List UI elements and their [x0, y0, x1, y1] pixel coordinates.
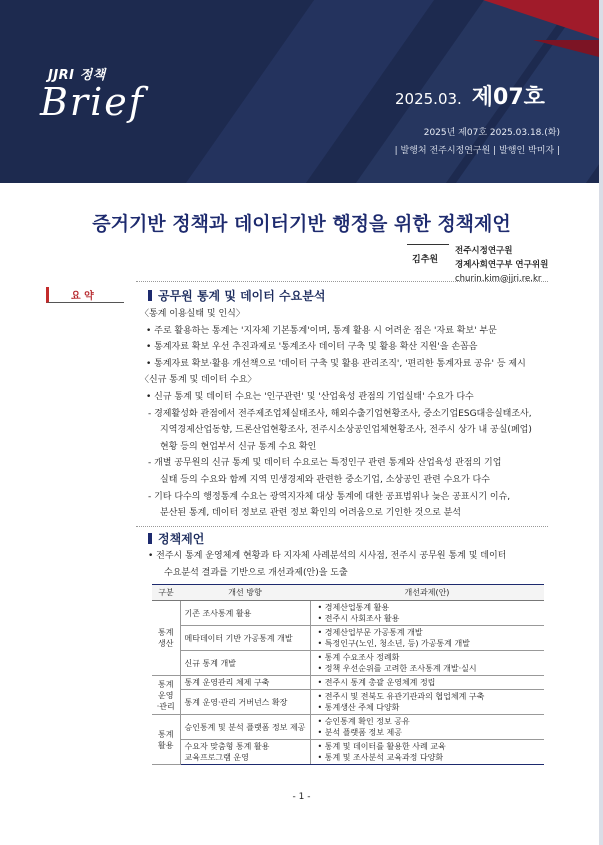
task-item: • 전주시 통계 총괄 운영체계 정립 — [317, 678, 436, 687]
task-cell — [310, 690, 544, 715]
page-number: - 1 - — [292, 792, 311, 802]
table-row — [152, 740, 544, 765]
subheading-usage: 〈통계 이용실태 및 인식〉 — [140, 309, 245, 319]
table-row — [152, 626, 544, 651]
dash-item-continued: 현황 등의 현업부서 신규 통계 수요 확인 — [160, 441, 317, 452]
category-cell: 통계 운영 ·관리 — [152, 676, 180, 715]
table-header: 개선과제(안) — [310, 585, 544, 601]
dash-item: - 기타 다수의 행정통계 수요는 광역지자체 대상 통계에 대한 공표범위나 늦은 공표시기 이슈, — [148, 491, 511, 502]
direction-cell: 승인통계 및 분석 플랫폼 정보 제공 — [180, 715, 310, 740]
issue-number: 제07호 — [471, 85, 545, 110]
table-row — [152, 601, 544, 626]
task-cell — [310, 626, 544, 651]
task-item: • 통계 및 데이터를 활용한 사례 교육 — [317, 742, 446, 751]
task-item: • 분석 플랫폼 정보 제공 — [317, 728, 402, 737]
dash-item-continued: 분산된 통계, 데이터 정보로 관련 정보 확인의 어려움으로 기인한 것으로 분석 — [160, 508, 461, 519]
summary-tag: 요 약 — [46, 287, 124, 303]
task-item: • 통계 수요조사 정례화 — [317, 653, 400, 662]
bullet-item-continued: 수요분석 결과를 기반으로 개선과제(안)을 도출 — [164, 567, 348, 578]
task-item: • 특정인구(노인, 청소년, 등) 가공통계 개발 — [317, 639, 470, 648]
task-cell — [310, 651, 544, 676]
publication-date-line: 2025년 제07호 2025.03.18.(화) — [423, 128, 560, 138]
issue-label — [395, 80, 545, 111]
header-banner — [0, 0, 603, 183]
bullet-item: • 통계자료 확보·활용 개선책으로 '데이터 구축 및 활용 관리조직', '편리한 통계자료 공유' 등 제시 — [146, 358, 526, 369]
task-cell — [310, 715, 544, 740]
section1-heading — [148, 287, 325, 304]
table-row — [152, 676, 544, 690]
header-red-accent — [483, 0, 603, 40]
section1-body — [140, 306, 552, 522]
table-body — [152, 601, 544, 765]
category-cell: 통계 활용 — [152, 715, 180, 765]
task-item: • 경제산업통계 활용 — [317, 603, 390, 612]
header-red-accent — [533, 40, 603, 58]
direction-cell: 통계 운영·관리 거버넌스 확장 — [180, 690, 310, 715]
task-cell — [310, 740, 544, 765]
table-header-row — [152, 585, 544, 601]
table-row — [152, 690, 544, 715]
task-cell — [310, 601, 544, 626]
table-header: 구분 — [152, 585, 180, 601]
policy-table — [152, 584, 544, 765]
author-divider — [407, 244, 449, 245]
bullet-item: • 통계자료 확보 우선 추진과제로 '통계조사 데이터 구축 및 활용 확산 지원'을 손꼽음 — [146, 342, 478, 353]
brief-wordmark: Brief — [40, 80, 145, 124]
direction-cell: 기존 조사통계 활용 — [180, 601, 310, 626]
task-item: • 전주시 및 전북도 유관기관과의 협업체계 구축 — [317, 692, 485, 701]
heading-bar-icon — [148, 290, 152, 301]
bullet-item: • 주로 활용하는 통계는 '지자체 기본통계'이며, 통계 활용 시 어려운 점은 '자료 확보' 부문 — [146, 325, 497, 336]
section2-heading-text: 정책제언 — [158, 532, 205, 546]
page-edge — [599, 0, 603, 845]
dash-item-continued: 실태 등의 수요와 함께 지역 민생경제와 관련한 중소기업, 소상공인 관련 수요가 다수 — [160, 474, 490, 485]
author-info — [455, 244, 548, 286]
table-row — [152, 651, 544, 676]
dash-item: - 경제활성화 관점에서 전주제조업체실태조사, 해외수출기업현황조사, 중소기업ESG대응실태조사, — [148, 408, 532, 419]
bullet-item: • 전주시 통계 운영체계 현황과 타 지자체 사례분석의 시사점, 전주시 공무원 통계 및 데이터 — [148, 551, 507, 561]
task-cell — [310, 676, 544, 690]
category-cell: 통계 생산 — [152, 601, 180, 676]
heading-bar-icon — [148, 533, 152, 544]
bullet-item: • 신규 통계 및 데이터 수요는 '인구관련' 및 '산업육성 관점의 기업실태' 수요가 다수 — [146, 391, 474, 402]
logo-org: JJRI — [48, 68, 75, 83]
section1-heading-text: 공무원 통계 및 데이터 수요분석 — [158, 289, 326, 303]
author-name: 김추원 — [412, 255, 439, 265]
dash-item: - 개별 공무원의 신규 통계 및 데이터 수요로는 특정인구 관련 통계와 산업육성 관점의 기업 — [148, 458, 502, 469]
section-divider — [136, 526, 548, 527]
publisher-line: | 발행처 전주시정연구원 | 발행인 박미자 | — [394, 146, 560, 156]
task-item: • 정책 우선순위를 고려한 조사통계 개발·실시 — [317, 664, 477, 673]
author-dept: 경제사회연구부 연구위원 — [455, 260, 549, 270]
logo-suffix: 정책 — [79, 68, 106, 83]
direction-cell: 메타데이터 기반 가공통계 개발 — [180, 626, 310, 651]
task-item: • 전주시 사회조사 활용 — [317, 614, 400, 623]
task-item: • 통계생산 주체 다양화 — [317, 703, 400, 712]
document-title: 증거기반 정책과 데이터기반 행정을 위한 정책제언 — [92, 213, 511, 235]
section-divider — [136, 281, 548, 282]
dash-item-continued: 지역경제산업동향, 드론산업현황조사, 전주시소상공인업체현황조사, 전주시 상가 내 공실(폐업) — [160, 425, 532, 436]
task-item: • 승인통계 확인 정보 공유 — [317, 717, 410, 726]
direction-cell: 신규 통계 개발 — [180, 651, 310, 676]
task-item: • 경제산업부문 가공통계 개발 — [317, 628, 423, 637]
issue-date: 2025.03. — [395, 90, 462, 108]
task-item: • 통계 및 조사분석 교육과정 다양화 — [317, 753, 444, 762]
table-header: 개선 방향 — [180, 585, 310, 601]
table-row — [152, 715, 544, 740]
section2-heading — [148, 530, 204, 547]
author-email[interactable]: churin.kim@jjri.re.kr — [455, 274, 542, 284]
author-org: 전주시정연구원 — [455, 246, 513, 256]
direction-cell: 수요자 맞춤형 통계 활용 교육프로그램 운영 — [180, 740, 310, 765]
section2-intro — [148, 548, 560, 581]
subheading-demand: 〈신규 통계 및 데이터 수요〉 — [140, 375, 257, 386]
direction-cell: 통계 운영관리 체제 구축 — [180, 676, 310, 690]
